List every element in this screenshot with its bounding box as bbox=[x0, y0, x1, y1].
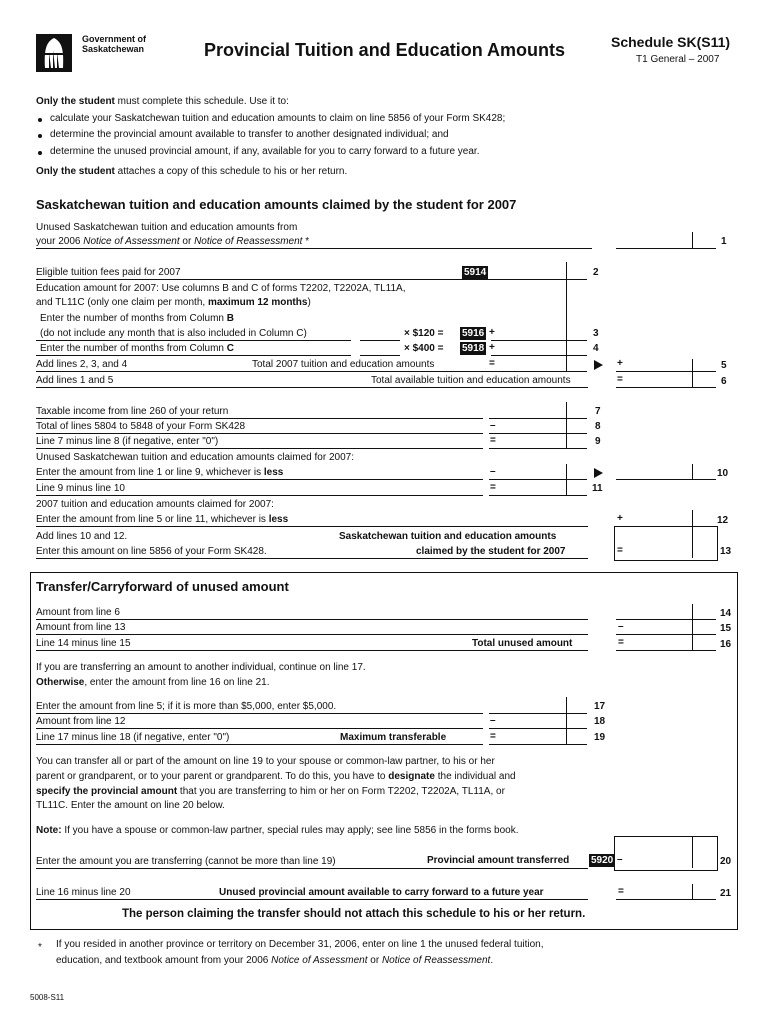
equals-sign: = bbox=[490, 731, 496, 742]
line4-label: Enter the number of months from Column C bbox=[40, 343, 234, 354]
line-number-19: 19 bbox=[594, 732, 606, 743]
intro-bullet-2: determine the provincial amount available to transfer to another designated individual; and bbox=[50, 129, 449, 140]
line-number-14: 14 bbox=[720, 608, 732, 619]
education-text-b: and TL11C (only one claim per month, maximum 12 months) bbox=[36, 297, 311, 308]
line1-text-b: your 2006 Notice of Assessment or Notice of Reassessment * bbox=[36, 236, 310, 247]
line3-underline bbox=[36, 340, 351, 341]
plus-sign: + bbox=[489, 342, 495, 353]
bullet-dot bbox=[38, 134, 42, 138]
line13-total-a: Saskatchewan tuition and education amounts bbox=[339, 531, 557, 542]
intro-bold: Only the student bbox=[36, 96, 115, 107]
line21-field[interactable] bbox=[616, 899, 716, 900]
form-number: 5008-S11 bbox=[30, 993, 65, 1002]
cents-divider bbox=[692, 884, 693, 899]
wheat-sheaf-icon bbox=[36, 34, 72, 72]
line1-text-a: Unused Saskatchewan tuition and education amounts from bbox=[36, 222, 298, 233]
line15-underline bbox=[36, 634, 588, 635]
line7-field[interactable] bbox=[489, 418, 587, 419]
attach-bold: Only the student bbox=[36, 166, 115, 177]
line21-label: Line 16 minus line 20 bbox=[36, 887, 131, 898]
minus-sign: – bbox=[618, 621, 624, 632]
line19-underline bbox=[36, 744, 483, 745]
line6-field[interactable] bbox=[616, 387, 716, 388]
line20-label: Enter the amount you are transferring (cannot be more than line 19) bbox=[36, 856, 336, 867]
section1-heading: Saskatchewan tuition and education amounts claimed by the student for 2007 bbox=[36, 197, 517, 212]
footnote-line-2: education, and textbook amount from your 2006 Notice of Assessment or Notice of Reassessment. bbox=[56, 955, 494, 966]
equals-sign: = bbox=[617, 374, 623, 385]
line1-field[interactable] bbox=[616, 248, 716, 249]
intro-bullet-3: determine the unused provincial amount, if any, available for you to carry forward to a future year. bbox=[50, 146, 480, 157]
line-number-5: 5 bbox=[721, 360, 727, 371]
cents-divider bbox=[566, 262, 567, 342]
line9-underline bbox=[36, 448, 483, 449]
line7-label: Taxable income from line 260 of your return bbox=[36, 406, 229, 417]
line-number-4: 4 bbox=[593, 343, 599, 354]
equals-sign: = bbox=[489, 358, 495, 369]
education-text-a: Education amount for 2007: Use columns B and C of forms T2202, T2202A, TL11A, bbox=[36, 283, 406, 294]
minus-sign: – bbox=[617, 854, 623, 865]
line7-underline bbox=[36, 418, 483, 419]
transfer-note-2: Otherwise, enter the amount from line 16 on line 21. bbox=[36, 677, 270, 688]
schedule-id: Schedule SK(S11) bbox=[611, 34, 731, 50]
footnote-line-1: If you resided in another province or territory on December 31, 2006, enter on line 1 the unused federal tuition, bbox=[56, 939, 544, 950]
code-5916: 5916 bbox=[462, 328, 485, 339]
cents-divider bbox=[692, 464, 693, 479]
line-number-12: 12 bbox=[717, 515, 729, 526]
line4-underline bbox=[36, 355, 351, 356]
line-number-2: 2 bbox=[593, 267, 599, 278]
code-5920: 5920 bbox=[591, 855, 614, 866]
line14-field[interactable] bbox=[616, 619, 716, 620]
gov-line2: Saskatchewan bbox=[82, 44, 145, 54]
bullet-dot bbox=[38, 151, 42, 155]
cents-divider bbox=[692, 527, 693, 558]
minus-sign: – bbox=[490, 466, 496, 477]
line13-field[interactable] bbox=[614, 526, 718, 561]
line13-underline bbox=[36, 558, 588, 559]
times-400: × $400 = bbox=[404, 343, 444, 354]
equals-sign: = bbox=[618, 637, 624, 648]
equals-sign: = bbox=[618, 886, 624, 897]
line10-text-a: Unused Saskatchewan tuition and education amounts claimed for 2007: bbox=[36, 452, 354, 463]
line5-total-label: Total 2007 tuition and education amounts bbox=[252, 359, 435, 370]
plus-sign: + bbox=[617, 513, 623, 524]
line16-underline bbox=[36, 650, 588, 651]
enter-months-b: Enter the number of months from Column B bbox=[40, 313, 234, 324]
line11-label: Line 9 minus line 10 bbox=[36, 483, 125, 494]
cents-divider bbox=[566, 697, 567, 744]
bullet-dot bbox=[38, 118, 42, 122]
line4-field[interactable] bbox=[491, 355, 587, 356]
line12-text-a: 2007 tuition and education amounts claimed for 2007: bbox=[36, 499, 274, 510]
arrow-right-icon bbox=[594, 468, 603, 478]
line15-label: Amount from line 13 bbox=[36, 622, 126, 633]
form-title: Provincial Tuition and Education Amounts bbox=[204, 40, 566, 60]
line-number-7: 7 bbox=[595, 406, 601, 417]
transfer-para-2: parent or grandparent, or to your parent or grandparent. To do this, you have to designate the individual and bbox=[36, 771, 516, 782]
line15-field[interactable] bbox=[616, 634, 716, 635]
line20-total-label: Provincial amount transferred bbox=[427, 855, 570, 866]
line-number-21: 21 bbox=[720, 888, 732, 899]
line-number-13: 13 bbox=[720, 546, 732, 557]
times-120: × $120 = bbox=[404, 328, 444, 339]
line17-field[interactable] bbox=[489, 713, 587, 714]
line-number-9: 9 bbox=[595, 436, 601, 447]
footnote-star: * bbox=[38, 942, 42, 953]
line16-label: Line 14 minus line 15 bbox=[36, 638, 131, 649]
line19-field[interactable] bbox=[489, 744, 587, 745]
minus-sign: – bbox=[490, 420, 496, 431]
line-number-6: 6 bbox=[721, 376, 727, 387]
line5-label: Add lines 2, 3, and 4 bbox=[36, 359, 128, 370]
intro-rest: must complete this schedule. Use it to: bbox=[114, 96, 289, 107]
line8-underline bbox=[36, 433, 483, 434]
transfer-section-frame bbox=[30, 572, 738, 930]
attach-note bbox=[36, 166, 347, 177]
section2-heading: Transfer/Carryforward of unused amount bbox=[36, 579, 289, 594]
plus-sign: + bbox=[617, 358, 623, 369]
line-number-17: 17 bbox=[594, 701, 606, 712]
line12-text-b: Enter the amount from line 5 or line 11, whichever is less bbox=[36, 514, 289, 525]
line16-field[interactable] bbox=[616, 650, 716, 651]
line17-underline bbox=[36, 713, 483, 714]
intro-bullet-1: calculate your Saskatchewan tuition and education amounts to claim on line 5856 of your Form SK428; bbox=[50, 113, 506, 124]
line20-underline bbox=[36, 868, 588, 869]
line-number-11: 11 bbox=[592, 483, 603, 494]
line6-underline bbox=[36, 387, 588, 388]
line-number-3: 3 bbox=[593, 328, 599, 339]
line3-months-field[interactable] bbox=[360, 340, 400, 341]
line-number-20: 20 bbox=[720, 856, 732, 867]
line2-field[interactable] bbox=[491, 279, 587, 280]
line8-field[interactable] bbox=[489, 433, 587, 434]
line9-label: Line 7 minus line 8 (if negative, enter "0") bbox=[36, 436, 219, 447]
line16-total-label: Total unused amount bbox=[472, 638, 573, 649]
minus-sign: – bbox=[490, 715, 496, 726]
line17-label: Enter the amount from line 5; if it is more than $5,000, enter $5,000. bbox=[36, 701, 337, 712]
line13-total-b: claimed by the student for 2007 bbox=[416, 546, 566, 557]
line19-total-label: Maximum transferable bbox=[340, 732, 447, 743]
cents-divider bbox=[692, 837, 693, 868]
line10-field[interactable] bbox=[616, 479, 716, 480]
cents-divider bbox=[692, 359, 693, 387]
line-number-8: 8 bbox=[595, 421, 601, 432]
gov-line1: Government of bbox=[82, 34, 147, 44]
line5-field[interactable] bbox=[616, 371, 716, 372]
line18-field[interactable] bbox=[489, 728, 587, 729]
cents-divider bbox=[692, 510, 693, 526]
line10-sub-field[interactable] bbox=[489, 479, 587, 480]
line2-underline bbox=[36, 279, 491, 280]
transfer-para-4: TL11C. Enter the amount on line 20 below. bbox=[36, 800, 225, 811]
intro-line bbox=[36, 96, 289, 107]
line1-underline bbox=[36, 248, 592, 249]
line4-months-field[interactable] bbox=[360, 355, 400, 356]
line13-text-b: Enter this amount on line 5856 of your Form SK428. bbox=[36, 546, 267, 557]
equals-sign: = bbox=[490, 435, 496, 446]
cents-divider bbox=[566, 464, 567, 495]
line3-field[interactable] bbox=[491, 340, 587, 341]
line21-total-label: Unused provincial amount available to carry forward to a future year bbox=[219, 887, 544, 898]
line-number-16: 16 bbox=[720, 639, 732, 650]
line12-underline bbox=[36, 526, 588, 527]
spouse-note: Note: If you have a spouse or common-law partner, special rules may apply; see line 5856 in the forms book. bbox=[36, 825, 519, 836]
line6-total-label: Total available tuition and education amounts bbox=[371, 375, 571, 386]
line19-label: Line 17 minus line 18 (if negative, enter "0") bbox=[36, 732, 230, 743]
equals-sign: = bbox=[617, 545, 623, 556]
line9-field[interactable] bbox=[489, 448, 587, 449]
cents-divider bbox=[692, 604, 693, 651]
line6-label: Add lines 1 and 5 bbox=[36, 375, 114, 386]
code-5914: 5914 bbox=[464, 267, 487, 278]
transfer-para-3: specify the provincial amount that you are transferring to him or her on Form T2202, T2202A, TL11A, or bbox=[36, 786, 505, 797]
transfer-para-1: You can transfer all or part of the amount on line 19 to your spouse or common-law partner, to his or her bbox=[36, 756, 495, 767]
line10-underline bbox=[36, 479, 483, 480]
line8-label: Total of lines 5804 to 5848 of your Form SK428 bbox=[36, 421, 246, 432]
equals-sign: = bbox=[490, 482, 496, 493]
cents-divider bbox=[566, 342, 567, 371]
line10-text-b: Enter the amount from line 1 or line 9, whichever is less bbox=[36, 467, 284, 478]
line11-underline bbox=[36, 495, 483, 496]
government-logo bbox=[36, 34, 72, 72]
line14-label: Amount from line 6 bbox=[36, 607, 120, 618]
closing-note: The person claiming the transfer should not attach this schedule to his or her return. bbox=[122, 908, 586, 920]
line3-label: (do not include any month that is also included in Column C) bbox=[40, 328, 307, 339]
line14-underline bbox=[36, 619, 588, 620]
line-number-1: 1 bbox=[721, 236, 727, 247]
line13-text-a: Add lines 10 and 12. bbox=[36, 531, 128, 542]
line18-label: Amount from line 12 bbox=[36, 716, 126, 727]
attach-rest: attaches a copy of this schedule to his or her return. bbox=[114, 166, 348, 177]
line11-field[interactable] bbox=[489, 495, 587, 496]
form-subtitle: T1 General – 2007 bbox=[636, 54, 720, 65]
plus-sign: + bbox=[489, 327, 495, 338]
line5-underline bbox=[36, 371, 587, 372]
line-number-15: 15 bbox=[720, 623, 732, 634]
code-5918: 5918 bbox=[462, 343, 485, 354]
cents-divider bbox=[566, 402, 567, 449]
line2-label: Eligible tuition fees paid for 2007 bbox=[36, 267, 181, 278]
line20-field[interactable] bbox=[614, 836, 718, 871]
cents-divider bbox=[692, 232, 693, 248]
arrow-right-icon bbox=[594, 360, 603, 370]
transfer-note-1: If you are transferring an amount to another individual, continue on line 17. bbox=[36, 662, 366, 673]
line18-underline bbox=[36, 728, 483, 729]
line21-underline bbox=[36, 899, 588, 900]
line-number-10: 10 bbox=[717, 468, 729, 479]
line-number-18: 18 bbox=[594, 716, 606, 727]
